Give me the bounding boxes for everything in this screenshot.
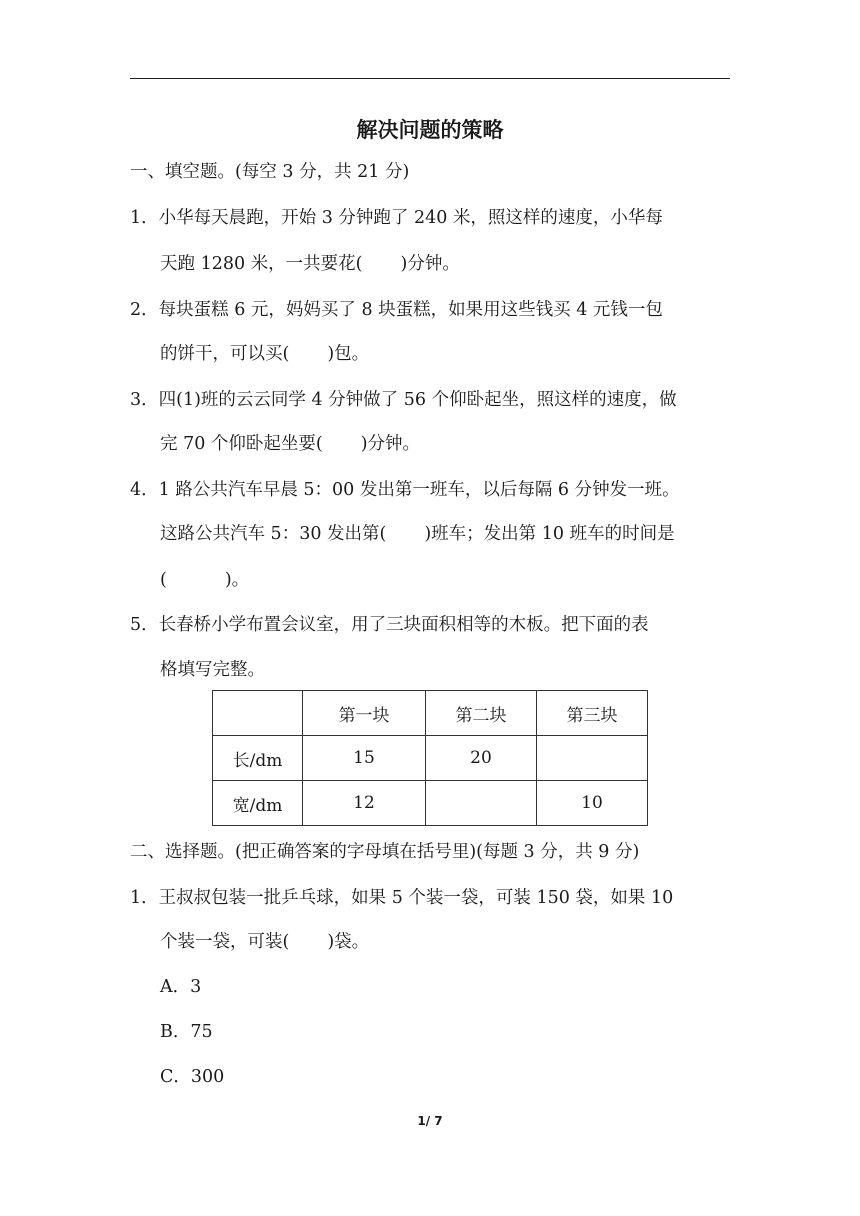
table-row <box>213 736 648 781</box>
table-cell <box>213 691 303 736</box>
section1-heading: 一、填空题。(每空 3 分，共 21 分) <box>130 162 410 182</box>
option-c: C．300 <box>160 1067 225 1087</box>
q1-5-line1: 5．长春桥小学布置会议室，用了三块面积相等的木板。把下面的表 <box>130 615 649 635</box>
table-cell: 第二块 <box>426 691 537 736</box>
table-cell: 10 <box>537 781 648 826</box>
table-row <box>213 781 648 826</box>
q1-4-line3: ( )。 <box>160 570 250 590</box>
table-cell: 宽/dm <box>213 781 303 826</box>
page-number: 1/ 7 <box>417 1114 443 1128</box>
q1-4-line1: 4．1 路公共汽车早晨 5：00 发出第一班车，以后每隔 6 分钟发一班。 <box>130 480 680 500</box>
q1-1-line2: 天跑 1280 米，一共要花( )分钟。 <box>160 254 460 274</box>
table-cell: 15 <box>303 736 426 781</box>
wood-board-table <box>212 690 648 826</box>
section2-heading: 二、选择题。(把正确答案的字母填在括号里)(每题 3 分，共 9 分) <box>130 842 640 862</box>
q2-1-line1: 1．王叔叔包装一批乒乓球，如果 5 个装一袋，可装 150 袋，如果 10 <box>130 888 674 908</box>
table-cell: 长/dm <box>213 736 303 781</box>
header-rule <box>130 78 730 79</box>
table-cell: 12 <box>303 781 426 826</box>
page-title: 解决问题的策略 <box>356 118 504 142</box>
q1-2-line2: 的饼干，可以买( )包。 <box>160 344 370 364</box>
option-b: B．75 <box>160 1022 213 1042</box>
table-header-row <box>213 691 648 736</box>
option-a: A．3 <box>160 977 202 997</box>
q1-3-line2: 完 70 个仰卧起坐要( )分钟。 <box>160 434 421 454</box>
table-cell: 第一块 <box>303 691 426 736</box>
q1-2-line1: 2．每块蛋糕 6 元，妈妈买了 8 块蛋糕，如果用这些钱买 4 元钱一包 <box>130 300 663 320</box>
q1-1-line1: 1．小华每天晨跑，开始 3 分钟跑了 240 米，照这样的速度，小华每 <box>130 208 663 228</box>
table-cell-blank[interactable] <box>426 781 537 826</box>
table-cell: 第三块 <box>537 691 648 736</box>
table-cell-blank[interactable] <box>537 736 648 781</box>
q2-1-line2: 个装一袋，可装( )袋。 <box>160 932 370 952</box>
q1-4-line2: 这路公共汽车 5：30 发出第( )班车；发出第 10 班车的时间是 <box>160 524 675 544</box>
q1-5-line2: 格填写完整。 <box>160 660 265 680</box>
table-cell: 20 <box>426 736 537 781</box>
q1-3-line1: 3．四(1)班的云云同学 4 分钟做了 56 个仰卧起坐，照这样的速度，做 <box>130 390 677 410</box>
